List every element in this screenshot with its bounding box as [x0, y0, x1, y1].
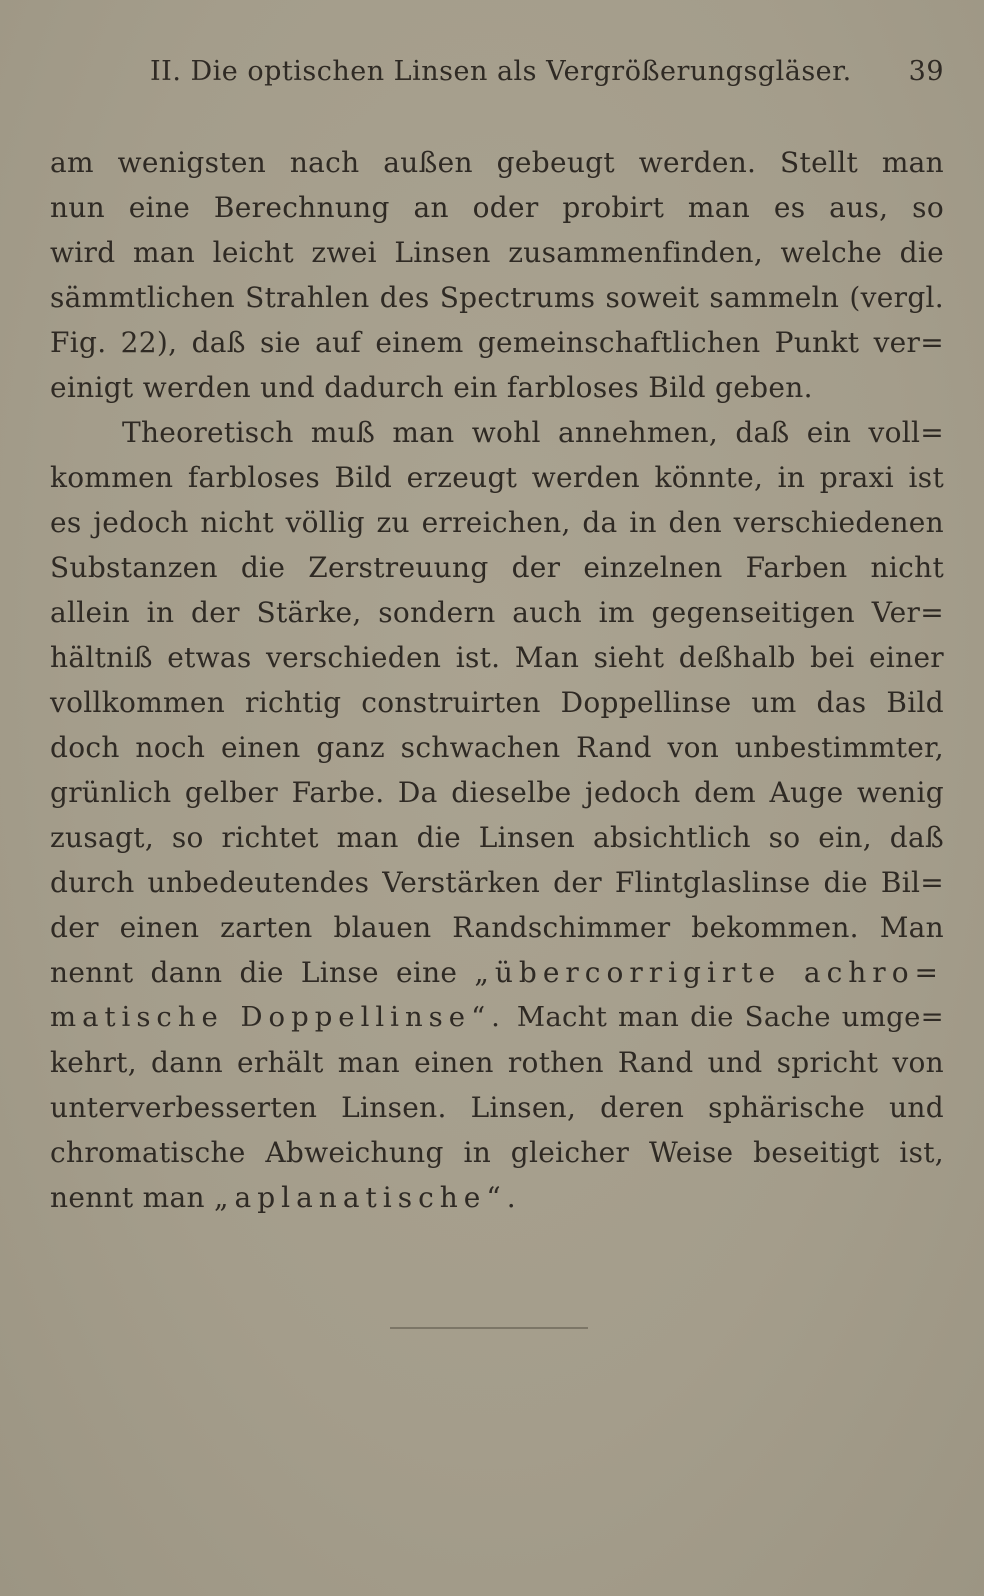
text-line: der einen zarten blauen Randschimmer bekommen. Man — [50, 911, 944, 944]
text-line: durch unbedeutendes Verstärken der Flintglaslinse die Bil= — [50, 866, 944, 899]
emphasized-term: „aplanatische“. — [214, 1181, 522, 1214]
text-line: Fig. 22), daß sie auf einem gemeinschaftlichen Punkt ver= — [50, 326, 944, 359]
text-segment: nennt man — [50, 1181, 205, 1214]
text-line — [50, 950, 944, 995]
text-line: grünlich gelber Farbe. Da dieselbe jedoch dem Auge wenig — [50, 776, 944, 809]
text-line: allein in der Stärke, sondern auch im gegenseitigen Ver= — [50, 596, 944, 629]
text-line: vollkommen richtig construirten Doppellinse um das Bild — [50, 686, 944, 719]
text-line: Theoretisch muß man wohl annehmen, daß ein voll= — [122, 416, 944, 449]
text-line — [50, 995, 944, 1040]
running-title: II. Die optischen Linsen als Vergrößerungsgläser. — [150, 56, 852, 87]
text-line: kommen farbloses Bild erzeugt werden könnte, in praxi ist — [50, 461, 944, 494]
text-line: sämmtlichen Strahlen des Spectrums soweit sammeln (vergl. — [50, 281, 944, 314]
text-line: hältniß etwas verschieden ist. Man sieht deßhalb bei einer — [50, 641, 944, 674]
text-line: es jedoch nicht völlig zu erreichen, da in den verschiedenen — [50, 506, 944, 539]
text-line: einigt werden und dadurch ein farbloses Bild geben. — [50, 371, 813, 404]
page-number: 39 — [908, 56, 944, 87]
text-line: Substanzen die Zerstreuung der einzelnen Farben nicht — [50, 551, 944, 584]
text-line: nun eine Berechnung an oder probirt man es aus, so — [50, 191, 944, 224]
section-divider-rule — [390, 1327, 588, 1329]
text-line: chromatische Abweichung in gleicher Weise beseitigt ist, — [50, 1136, 944, 1169]
text-line — [50, 1175, 944, 1220]
text-line: unterverbesserten Linsen. Linsen, deren sphärische und — [50, 1091, 944, 1124]
emphasized-term: „übercorrigirte achro= — [474, 956, 945, 989]
text-segment: nennt dann die Linse eine — [50, 956, 458, 989]
text-line: am wenigsten nach außen gebeugt werden. Stellt man — [50, 146, 944, 179]
text-line: zusagt, so richtet man die Linsen absichtlich so ein, daß — [50, 821, 944, 854]
text-segment: Macht man die Sache umge= — [516, 1001, 944, 1033]
text-line: wird man leicht zwei Linsen zusammenfinden, welche die — [50, 236, 944, 269]
text-line: kehrt, dann erhält man einen rothen Rand und spricht von — [50, 1046, 944, 1079]
text-line: doch noch einen ganz schwachen Rand von unbestimmter, — [50, 731, 944, 764]
body-text — [50, 140, 944, 1220]
emphasized-term: matische Doppellinse“. — [50, 1001, 506, 1033]
running-header — [150, 56, 944, 96]
